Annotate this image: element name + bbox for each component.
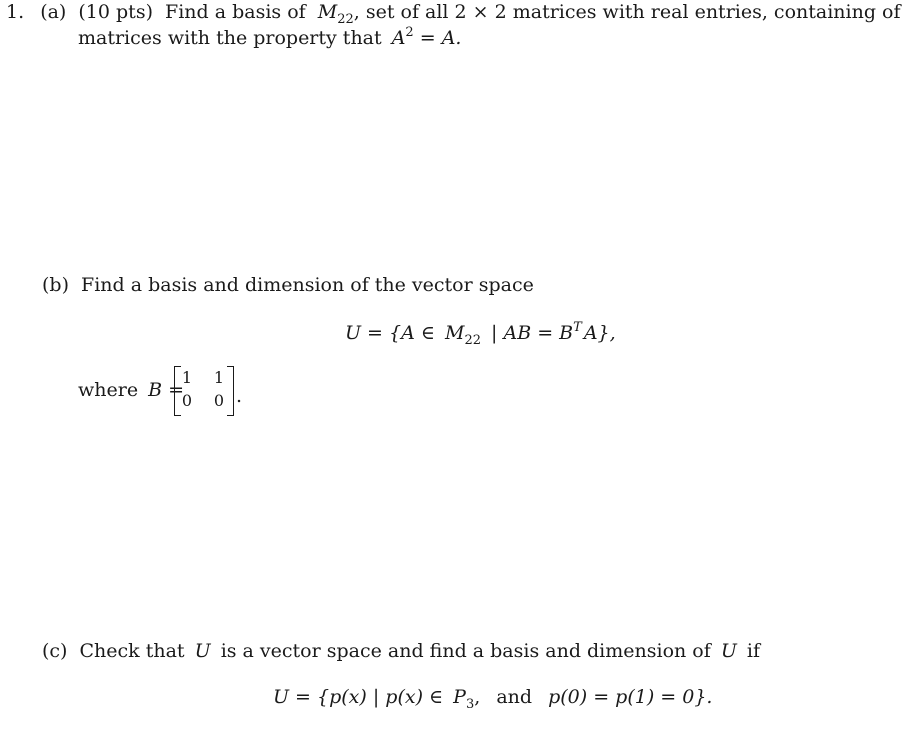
part-c-line xyxy=(42,639,760,663)
part-b-text: Find a basis and dimension of the vector space xyxy=(81,274,534,296)
part-a-text-rest: , set of all 2 × 2 matrices with real entries, containing of xyxy=(353,1,901,23)
problem-number: 1. xyxy=(6,1,25,23)
part-a-points: (10 pts) xyxy=(78,1,153,23)
eq-c-space: P xyxy=(453,686,466,708)
where-var: B = xyxy=(148,379,185,401)
eq-b-mid: | AB = B xyxy=(491,322,574,344)
part-c-text-end: if xyxy=(746,640,760,662)
space-subscript: 22 xyxy=(337,12,354,27)
part-c-text-mid: is a vector space and find a basis and dimension of xyxy=(220,640,711,662)
matrix-cell: 0 xyxy=(181,391,193,410)
part-b-line xyxy=(42,273,534,297)
matrix-period: . xyxy=(236,385,243,407)
part-b-label: (b) xyxy=(42,274,69,296)
matrix-cell: 1 xyxy=(213,368,225,387)
condition-exp: 2 xyxy=(405,25,414,40)
eq-c-comma: , xyxy=(474,686,481,708)
eq-b-space: M xyxy=(444,322,465,344)
part-c-var2: U xyxy=(720,640,737,662)
condition-rhs: = A. xyxy=(419,27,462,49)
matrix-right-bracket xyxy=(227,366,234,416)
matrix-cell: 0 xyxy=(213,391,225,410)
part-c-text-start: Check that xyxy=(79,640,185,662)
eq-c-and: and xyxy=(496,686,533,708)
eq-b-start: U = {A ∈ xyxy=(345,322,435,344)
eq-b-transpose: T xyxy=(573,320,582,335)
matrix-cell: 1 xyxy=(181,368,193,387)
part-a-line2: matrices with the property that xyxy=(78,27,382,49)
part-b-equation xyxy=(345,321,616,348)
problem-line-a2 xyxy=(78,26,461,53)
part-a-label: (a) xyxy=(40,1,67,23)
part-c-label: (c) xyxy=(42,640,68,662)
space-symbol: M xyxy=(317,1,338,23)
where-text: where xyxy=(78,379,139,401)
eq-c-space-sub: 3 xyxy=(465,697,475,712)
eq-b-space-sub: 22 xyxy=(464,333,481,348)
part-a-text: Find a basis of xyxy=(165,1,306,23)
part-c-var: U xyxy=(194,640,211,662)
eq-c-start: U = {p(x) | p(x) ∈ xyxy=(273,686,444,708)
part-c-equation xyxy=(273,685,712,712)
where-line xyxy=(78,378,184,402)
condition-lhs: A xyxy=(391,27,406,49)
problem-line-a1 xyxy=(6,0,901,27)
matrix-b xyxy=(174,366,234,416)
eq-c-end: p(0) = p(1) = 0}. xyxy=(548,686,713,708)
eq-b-end: A}, xyxy=(583,322,616,344)
